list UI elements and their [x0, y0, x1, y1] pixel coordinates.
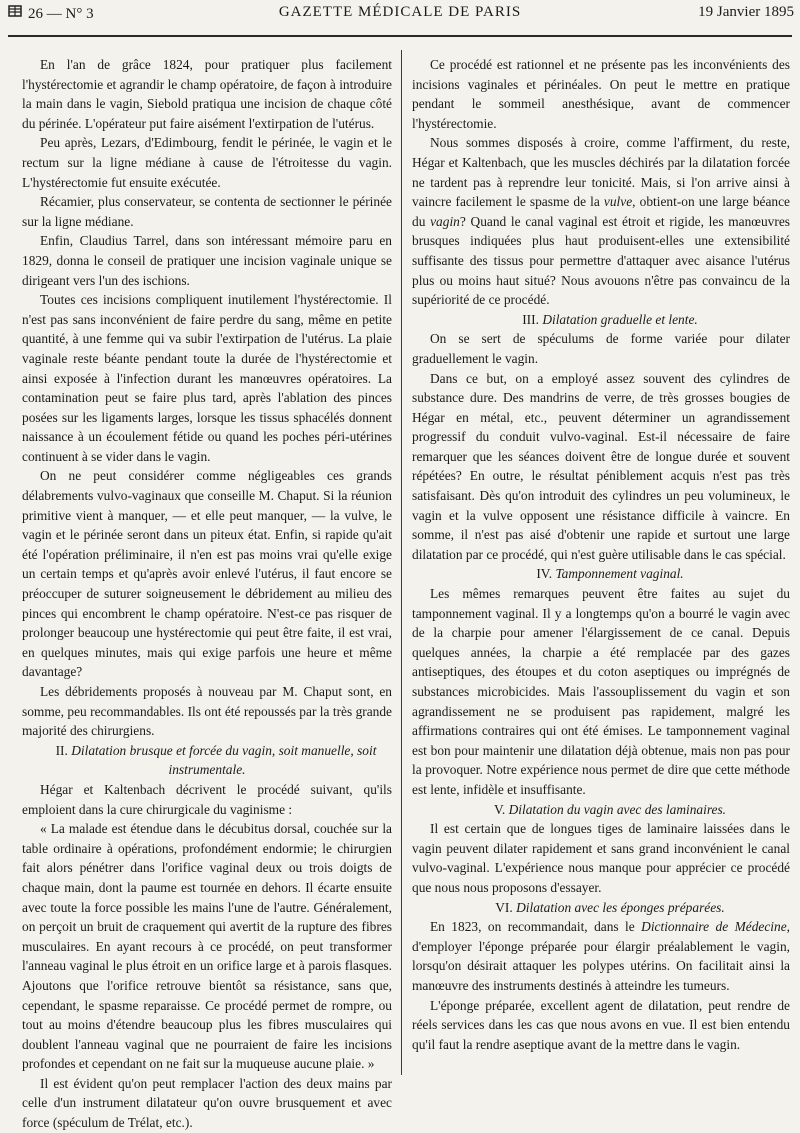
paragraph: Dans ce but, on a employé assez souvent des cylindres de substance dure. Des mandrins de verre, de très grosses bougies de Hégar en métal, etc., peuvent déterminer un agrandissement progressif du conduit vulvo-vaginal. Est-il nécessaire de faire remarquer que les séances doivent être de longue durée et souvent répétées? En outre, le résultat péniblement acquis n'est pas très satisfaisant. Dès qu'on introduit des cylindres un peu volumineux, le vagin et la vulve opposent une résistance difficile à vaincre. En somme, il n'est pas aisé d'obtenir une rapide et surtout une large dilatation par ce procédé, qui n'est guère utilisable dans le cas spécial. — [412, 370, 790, 562]
paragraph: Il est évident qu'on peut remplacer l'action des deux mains par celle d'un instrument dilatateur qu'on ouvre brusquement et avec force (spéculum de Trélat, etc.). — [22, 1075, 392, 1131]
section-number: IV. — [536, 566, 553, 582]
section-heading — [412, 800, 790, 820]
italic-title: Dictionnaire de Médecine — [641, 919, 787, 935]
paragraph — [412, 133, 790, 309]
text-run: , d'employer l'éponge préparée pour élargir préalablement le vagin, lorsqu'on désirait attaquer les polypes utérins. On facilitait ainsi la manœuvre des instruments destinés à atteindre les tumeurs. — [412, 919, 790, 993]
text-run: ? Quand le canal vaginal est étroit et rigide, les manœuvres brusques indiquées plus haut produisent-elles une extensibilité suffisante des tissus pour permettre d'attaquer avec aisance l'utérus plus ou moins haut situé? Nous avouons n'être pas convaincu de la supériorité de ce procédé. — [412, 213, 790, 308]
left-column — [22, 55, 392, 1131]
italic-term: vagin — [430, 213, 460, 229]
section-number: VI. — [495, 899, 513, 915]
paragraph: Peu après, Lezars, d'Edimbourg, fendit le périnée, le vagin et le rectum sur la ligne médiane à cause de l'étroitesse du vagin. L'hystérectomie fut ensuite exécutée. — [22, 135, 392, 190]
paragraph: On se sert de spéculums de forme variée pour dilater graduellement le vagin. — [412, 331, 790, 366]
text-run: , obtient-on une large béance du — [412, 194, 790, 229]
paragraph: L'éponge préparée, excellent agent de dilatation, peut rendre de réels services dans les cas que nous avons en vue. Il est bien entendu qu'il faut la rendre aseptique avant de la mettre dans le vagin. — [412, 997, 790, 1052]
issue-date: 19 Janvier 1895 — [698, 4, 794, 20]
column-divider — [401, 50, 402, 1075]
section-number: III. — [522, 311, 539, 327]
paragraph: Enfin, Claudius Tarrel, dans son intéressant mémoire paru en 1829, donna le conseil de pratiquer une incision vaginale unique se dirigeant vers l'un des ischions. — [22, 233, 392, 288]
paragraph — [412, 917, 790, 995]
section-title: Dilatation brusque et forcée du vagin, soit manuelle, soit instrumentale. — [71, 742, 377, 778]
section-heading — [412, 310, 790, 330]
paragraph: Il est certain que de longues tiges de laminaire laissées dans le vagin peuvent dilater rapidement et sans grand inconvénient le canal vulvo-vaginal. L'expérience nous manque pour apprécier ce procédé que nous nous proposons d'essayer. — [412, 821, 790, 895]
page-header — [0, 0, 800, 44]
text-run: Nous sommes disposés à croire, comme l'affirment, du reste, Hégar et Kaltenbach, que les muscles déchirés par la dilatation forcée ne tardent pas à reprendre leur tonicité. Mais, si l'on arrive ainsi à vaincre facilement le spasme de la — [412, 135, 790, 210]
paragraph: On ne peut considérer comme négligeables ces grands délabrements vulvo-vaginaux que conseille M. Chaput. Si la réunion primitive vient à manquer, — et elle peut manquer, — la vulve, le vagin et le périnée seront dans un piteux état. Enfin, si rapide qu'ait été l'opération préliminaire, il n'en est pas moins vrai qu'elle exige un certain temps et qu'après avoir enlevé l'utérus, il faut encore se préoccuper de suturer soigneusement le débridement au milieu des pinces qui encombrent le champ opératoire. N'est-ce pas risquer de prolonger beaucoup une hystérectomie qui peut être faite, il est vrai, en quelques minutes, mais qui exige parfois une heure et même davantage? — [22, 468, 392, 680]
section-title: Dilatation avec les éponges préparées. — [516, 899, 725, 915]
text-run: En 1823, on recommandait, dans le — [430, 919, 642, 935]
section-title: Dilatation du vagin avec des laminaires. — [508, 801, 727, 817]
paragraph: En l'an de grâce 1824, pour pratiquer plus facilement l'hystérectomie et agrandir le champ opératoire, de façon à introduire la main dans le vagin, Siebold pratiqua une incision de chaque côté du périnée. L'opérateur put faire aisément l'extirpation de l'utérus. — [22, 57, 392, 131]
section-title: Dilatation graduelle et lente. — [542, 311, 698, 327]
paragraph: Les débridements proposés à nouveau par M. Chaput sont, en somme, peu recommandables. Ils ont été repoussés par la très grande majorité des chirurgiens. — [22, 684, 392, 739]
section-heading — [22, 741, 392, 780]
paragraph: Toutes ces incisions compliquent inutilement l'hystérectomie. Il n'est pas sans inconvénient de faire perdre du sang, même en petite quantité, à une femme qui va subir l'extirpation de l'utérus. La plaie vaginale reste béante pendant toute la durée de l'hystérectomie et ainsi exposée à l'infection durant les manœuvres opératoires. La contamination peut se faire plus tard, après l'ablation des pinces posées sur les ligaments larges, lorsque les tissus sphacélés donnent naissance à un écoulement fétide ou quand les poches péri-utérines continuent à se vider dans le vagin. — [22, 292, 392, 464]
section-heading — [412, 898, 790, 918]
paragraph: Ce procédé est rationnel et ne présente pas les inconvénients des incisions vaginales et périnéales. On peut le mettre en pratique pendant le sommeil anesthésique, avant de commencer l'hystérectomie. — [412, 57, 790, 131]
right-column — [412, 55, 790, 1075]
paragraph: Récamier, plus conservateur, se contenta de sectionner le périnée sur la ligne médiane. — [22, 194, 392, 229]
section-number: V. — [493, 801, 506, 817]
paragraph: Les mêmes remarques peuvent être faites au sujet du tamponnement vaginal. Il y a longtemps qu'on a bourré le vagin avec de la charpie pour amener l'élargissement de ce canal. Depuis quelques années, la charpie a été remplacée par des gazes antiseptiques, des étoupes et du coton aseptiques ou imprégnés de substances microbicides. Mais l'assouplissement du vagin et son agrandissement ne se produisent pas rapidement, malgré les affirmations contraires qui ont été émises. Le tamponnement vaginal est bon pour maintenir une dilatation déjà obtenue, mais non pas pour la provoquer. Notre expérience nous permet de dire que cette méthode est lente, infidèle et insuffisante. — [412, 586, 790, 797]
paragraph: Hégar et Kaltenbach décrivent le procédé suivant, qu'ils emploient dans la cure chirurgicale du vaginisme : — [22, 781, 392, 817]
section-heading — [412, 564, 790, 584]
italic-term: vulve — [603, 194, 633, 210]
section-title: Tamponnement vaginal. — [555, 566, 684, 582]
page-number: 26 — N° 3 — [28, 6, 94, 22]
journal-title: GAZETTE MÉDICALE DE PARIS — [278, 4, 522, 20]
header-rule — [8, 35, 792, 37]
section-number: II. — [55, 742, 68, 758]
quoted-paragraph: « La malade est étendue dans le décubitus dorsal, couchée sur la table ordinaire à opérations, profondément endormie; le chirurgien fait alors pénétrer dans l'orifice vaginal deux ou trois doigts de chaque main, dont la paume est tournée en dehors. Il écarte ensuite avec toute la force possible les mains l'une de l'autre. Généralement, on perçoit un bruit de craquement qui avertit de la rupture des fibres musculaires. En ayant recours à ce procédé, on peut transformer l'anneau vaginal le plus étroit en un orifice large et à parois flasques. Ajoutons que l'orifice retrouve bientôt sa résistance, sans que, cependant, le spasme reparaisse. Ce procédé permet de rompre, ou tout au moins d'étendre beaucoup plus les fibres musculaires qui doublent l'anneau vaginal que ne pourraient de faire les incisions profondes et cependant on ne fait sur la muqueuse aucune plaie. » — [22, 821, 392, 1072]
